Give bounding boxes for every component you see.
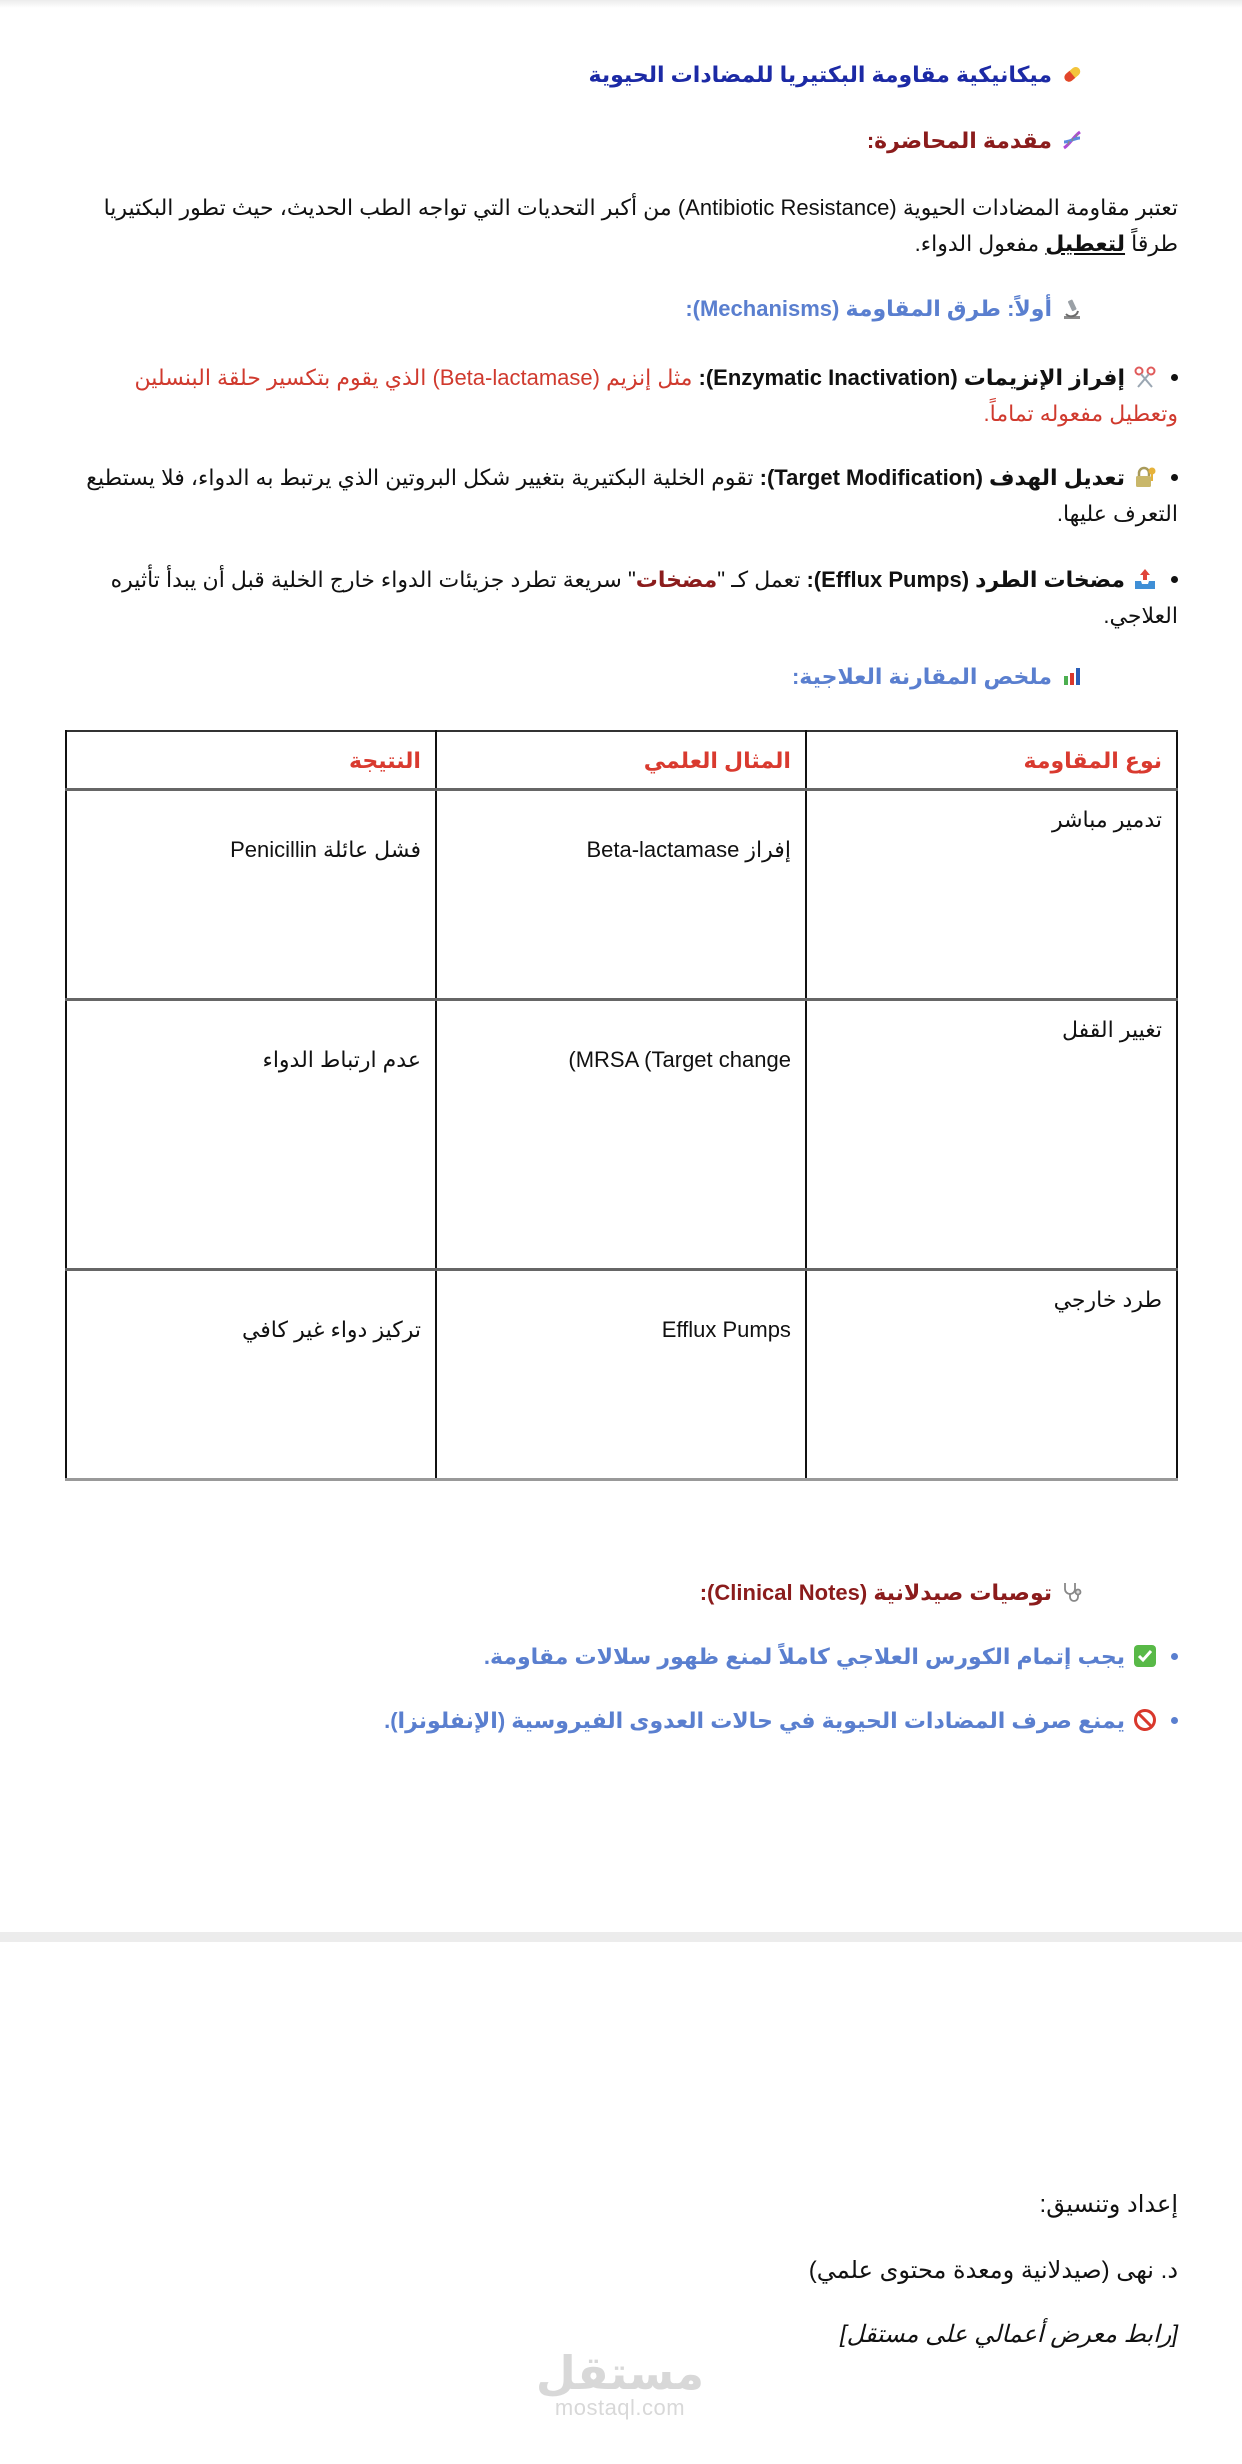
table-cell: تركيز دواء غير كافي (66, 1269, 436, 1479)
title-text: ميكانيكية مقاومة البكتيريا للمضادات الحيوية (588, 62, 1052, 87)
mechanism-label: مضخات الطرد (Efflux Pumps): (806, 567, 1125, 592)
mechanism-description-part2: " سريعة تطرد جزيئات الدواء خارج الخلية قبل أن يبدأ تأثيره العلاجي. (110, 567, 1178, 628)
table-cell: تدمير مباشر (806, 789, 1177, 999)
table-cell: تغيير القفل (806, 999, 1177, 1269)
mechanism-description: تقوم الخلية البكتيرية بتغيير شكل البروتين الذي يرتبط به الدواء، فلا يستطيع التعرف عليها. (86, 465, 1178, 526)
mechanism-label: تعديل الهدف (Target Modification): (759, 465, 1125, 490)
intro-heading-text: مقدمة المحاضرة: (866, 128, 1052, 153)
page-separator (0, 1932, 1242, 1942)
outbox-tray-icon (1133, 566, 1157, 590)
clinical-note-text: يمنع صرف المضادات الحيوية في حالات العدوى الفيروسية (الإنفلونزا). (384, 1708, 1125, 1733)
table-header-row (66, 731, 1177, 789)
mechanism-description-part1: تعمل كـ " (717, 567, 807, 592)
mechanism-description: مثل إنزيم (Beta-lactamase) الذي يقوم بتكسير حلقة البنسلين وتعطيل مفعوله تماماً. (134, 365, 1178, 426)
top-edge-shadow (0, 0, 1242, 8)
mechanism-label: إفراز الإنزيمات (Enzymatic Inactivation): (698, 365, 1125, 390)
table-cell: إفراز Beta-lactamase (436, 789, 806, 999)
clinical-note-item (484, 1644, 1178, 1670)
scissors-icon (1133, 364, 1157, 388)
intro-heading (867, 128, 1084, 154)
table-cell: فشل عائلة Penicillin (66, 789, 436, 999)
stethoscope-icon (1060, 1580, 1084, 1604)
column-header: نوع المقاومة (806, 731, 1177, 789)
prohibited-icon (1133, 1708, 1157, 1732)
document-title (589, 62, 1084, 88)
summary-heading-text: ملخص المقارنة العلاجية: (791, 664, 1052, 689)
lock-key-icon (1133, 464, 1157, 488)
clinical-notes-heading (700, 1580, 1084, 1606)
mostaql-watermark (520, 2347, 720, 2420)
mechanisms-heading (685, 296, 1084, 322)
table-row (66, 1269, 1177, 1479)
clinical-note-text: يجب إتمام الكورس العلاجي كاملاً لمنع ظهور سلالات مقاومة. (483, 1644, 1125, 1669)
pill-icon (1060, 62, 1084, 86)
column-header: النتيجة (66, 731, 436, 789)
watermark-latin: mostaql.com (554, 2395, 686, 2420)
table-cell: طرد خارجي (806, 1269, 1177, 1479)
intro-text-part2: مفعول الدواء. (914, 231, 1046, 256)
mechanism-item-efflux (64, 562, 1178, 634)
bullet-dot (1171, 1717, 1178, 1724)
mechanism-item-target (64, 460, 1178, 532)
intro-paragraph (64, 190, 1178, 262)
mechanism-highlight: مضخات (635, 567, 718, 592)
column-header: المثال العلمي (436, 731, 806, 789)
summary-table (65, 730, 1178, 1481)
mechanism-item-enzymatic (64, 360, 1178, 432)
table-cell: عدم ارتباط الدواء (66, 999, 436, 1269)
table-cell: (MRSA (Target change (436, 999, 806, 1269)
table-row (66, 999, 1177, 1269)
mechanisms-heading-text: أولاً: طرق المقاومة (Mechanisms): (685, 296, 1052, 321)
microscope-icon (1060, 296, 1084, 320)
table-cell: Efflux Pumps (436, 1269, 806, 1479)
bullet-dot (1171, 1653, 1178, 1660)
bullet-dot (1171, 576, 1178, 583)
dna-icon (1060, 128, 1084, 152)
clinical-notes-heading-text: توصيات صيدلانية (Clinical Notes): (699, 1580, 1052, 1605)
check-mark-icon (1133, 1644, 1157, 1668)
bar-chart-icon (1060, 664, 1084, 688)
portfolio-link[interactable]: [رابط معرض أعمالي على مستقل] (839, 2321, 1178, 2348)
author-label: إعداد وتنسيق: (1039, 2191, 1178, 2218)
summary-heading (792, 664, 1084, 690)
bullet-dot (1171, 374, 1178, 381)
clinical-note-item (384, 1708, 1178, 1734)
intro-text-part1: تعتبر مقاومة المضادات الحيوية (Antibiotic Resistance) من أكبر التحديات التي تواجه الطب الحديث، حيث تطور البكتيريا طرقاً (103, 195, 1178, 256)
watermark-arabic: مستقل (535, 2347, 705, 2399)
bullet-dot (1171, 474, 1178, 481)
table-row (66, 789, 1177, 999)
author-name: د. نهى (صيدلانية ومعدة محتوى علمي) (808, 2257, 1178, 2284)
intro-emphasis: لتعطيل (1045, 231, 1126, 256)
